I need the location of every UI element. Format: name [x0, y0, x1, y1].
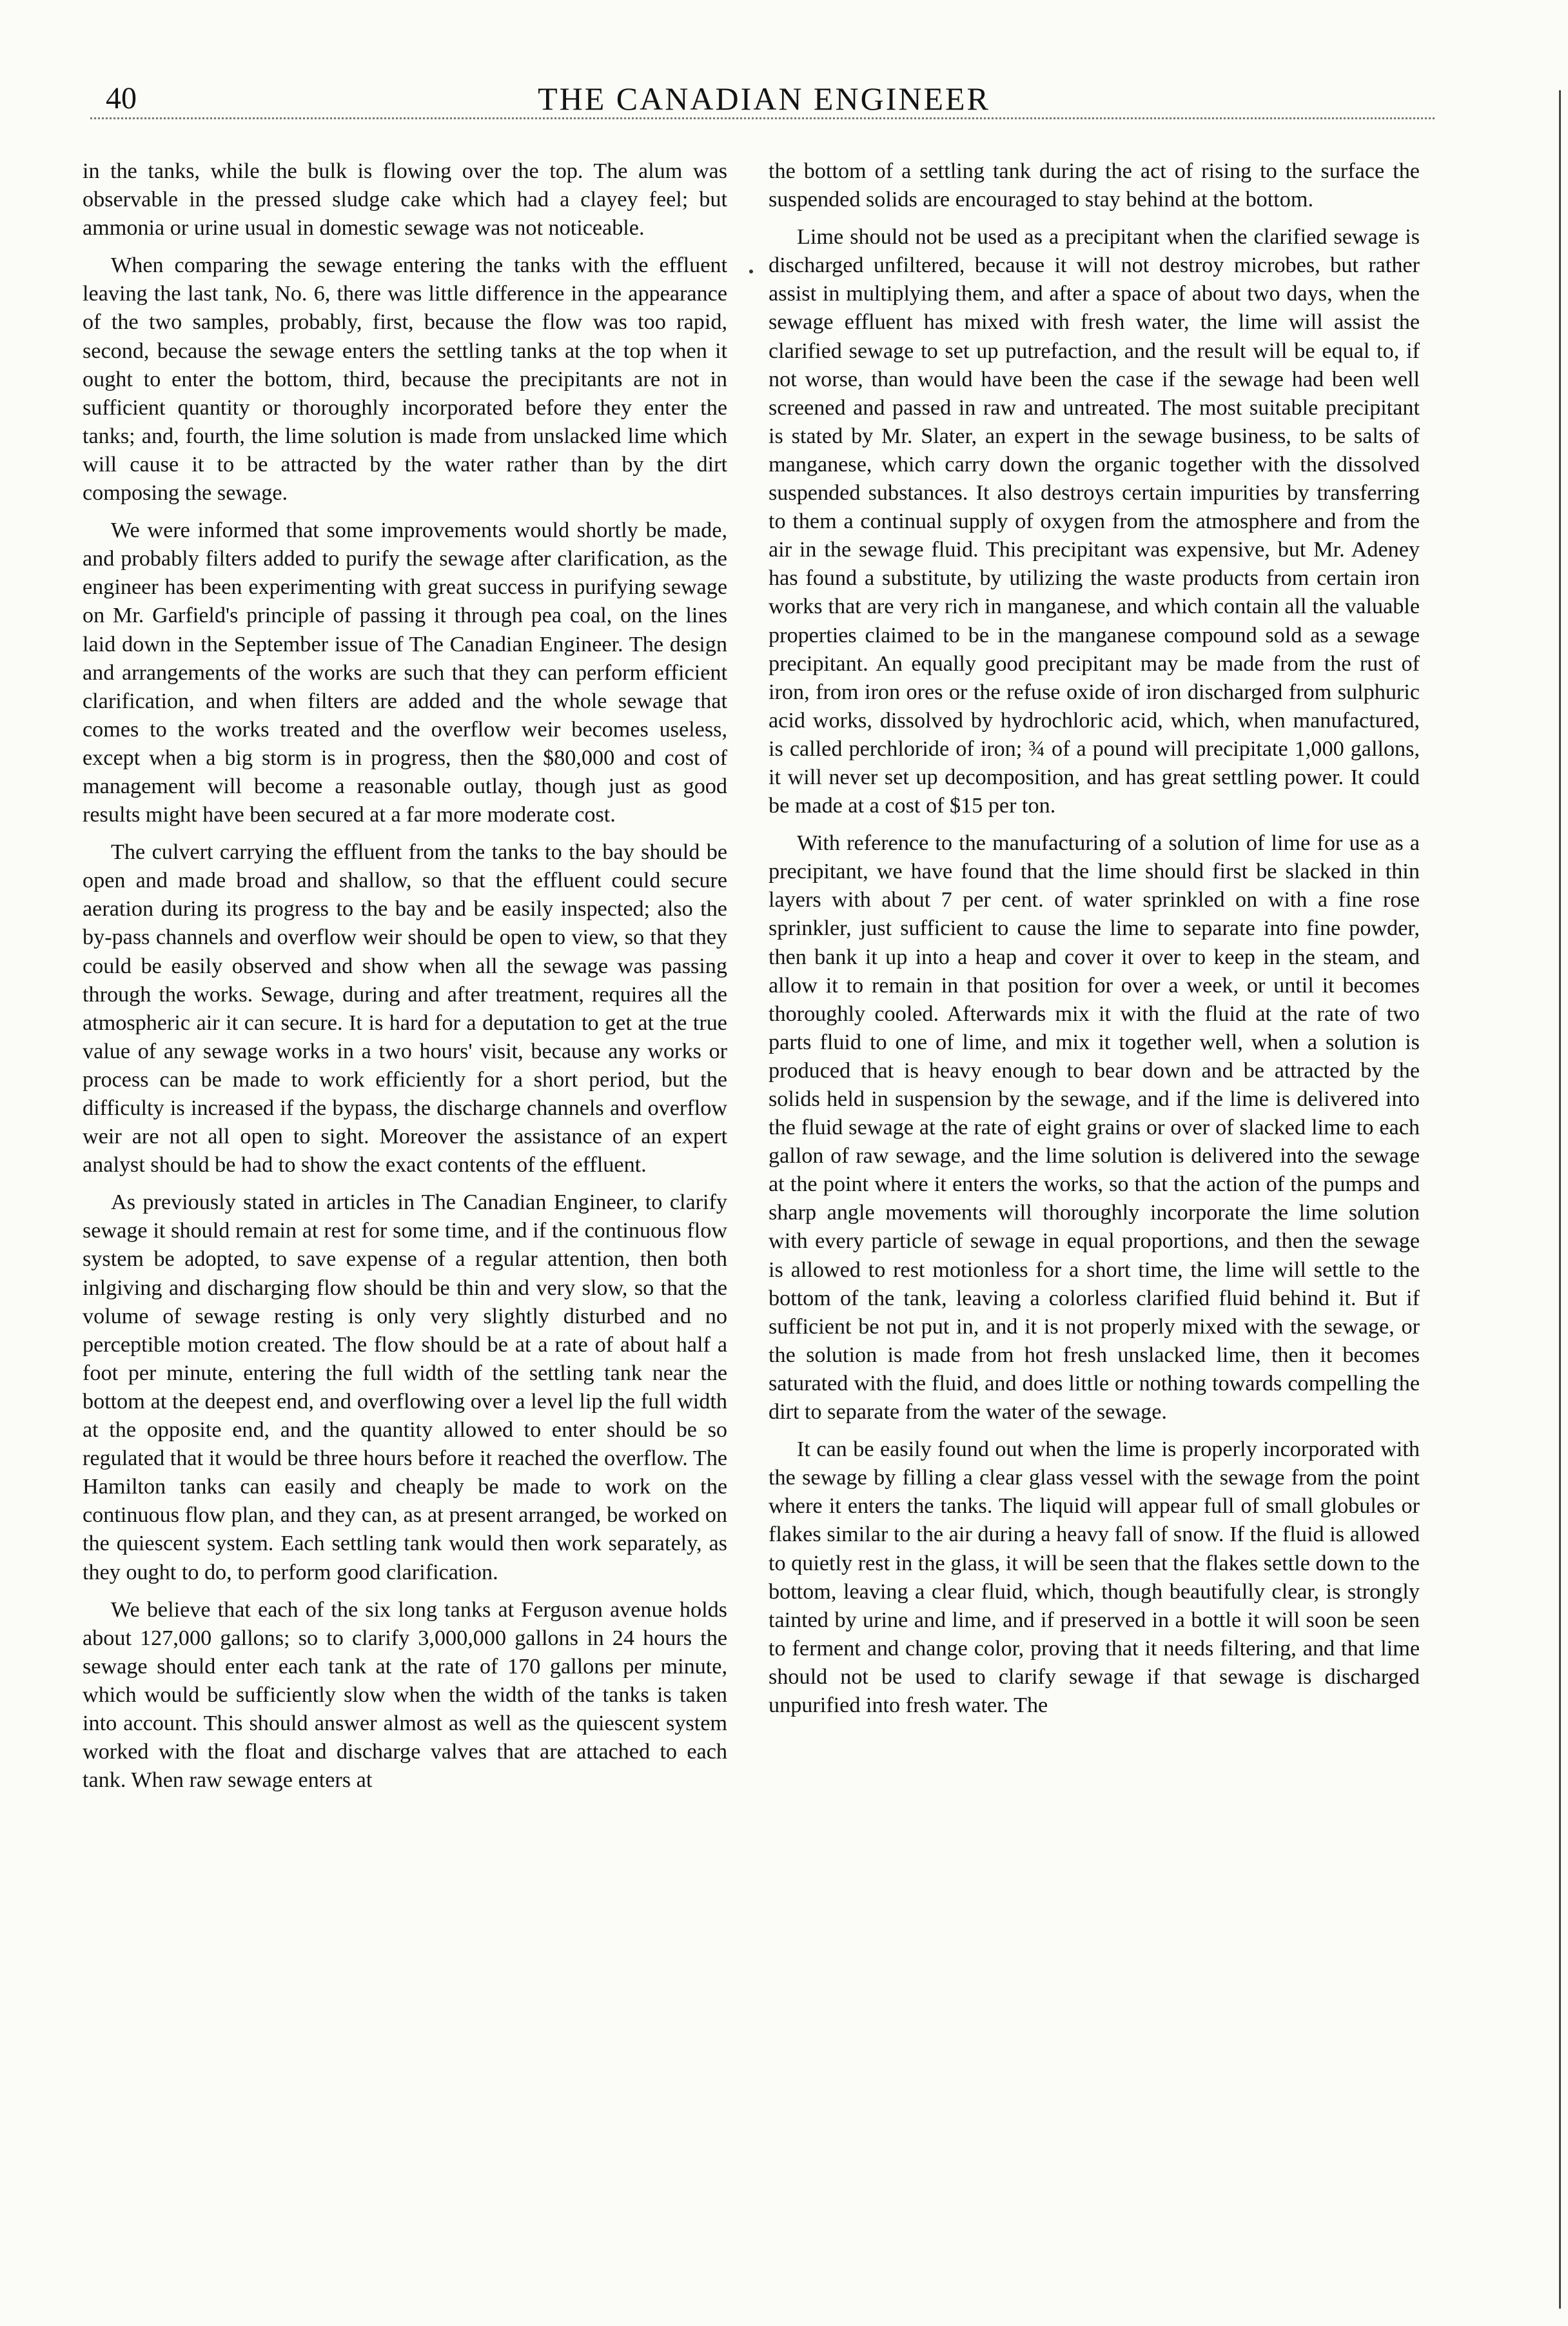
header-rule: [90, 117, 1435, 119]
left-column: [83, 157, 727, 1804]
paragraph: As previously stated in articles in The Canadian Engineer, to clarify sewage it should remain at rest for some time, and if the continuous flow system be adopted, to save expense of a regular attention, then both inlgiving and discharging flow should be thin and very slow, so that the volume of sewage resting is only very slightly disturbed and no perceptible motion created. The flow should be at a rate of about half a foot per minute, entering the full width of the settling tank near the bottom at the deepest end, and overflowing over a level lip the full width at the opposite end, and the quantity allowed to enter should be so regulated that it would be three hours before it reached the overflow. The Hamilton tanks can easily and cheaply be made to work on the continuous flow plan, and they can, as at present arranged, be worked on the quiescent system. Each settling tank would then work separately, as they ought to do, to perform good clarification.: [83, 1190, 727, 1584]
paragraph: When comparing the sewage entering the tanks with the effluent leaving the last tank, No. 6, there was little difference in the appearance of the two samples, probably, first, because the flow was too rapid, second, because the sewage enters the settling tanks at the top when it ought to enter the bottom, third, because the precipitants are not in sufficient quantity or thoroughly incorporated before they enter the tanks; and, fourth, the lime solution is made from unslacked lime which will cause it to be attracted by the water rather than by the dirt composing the sewage.: [83, 253, 727, 506]
right-column: [769, 157, 1420, 1729]
paragraph: the bottom of a settling tank during the act of rising to the surface the suspended solids are encouraged to stay behind at the bottom.: [769, 159, 1420, 212]
paragraph: The culvert carrying the effluent from the tanks to the bay should be open and made broad and shallow, so that the effluent could secure aeration during its progress to the bay and be easily inspected; also the by-pass channels and overflow weir should be open to view, so that they could be easily observed and show when all the sewage was passing through the works. Sewage, during and after treatment, requires all the atmospheric air it can secure. It is hard for a deputation to get at the true value of any sewage works in a two hours' visit, because any works or process can be made to work efficiently for a short period, but the difficulty is increased if the bypass, the discharge channels and overflow weir are not all open to sight. Moreover the assistance of an expert analyst should be had to show the exact contents of the effluent.: [83, 840, 727, 1178]
page-header: [90, 76, 1438, 128]
paragraph: We believe that each of the six long tanks at Ferguson avenue holds about 127,000 gallons; so to clarify 3,000,000 gallons in 24 hours the sewage should enter each tank at the rate of 170 gallons per minute, which would be sufficiently slow when the width of the tanks is taken into account. This should answer almost as well as the quiescent system worked with the float and discharge valves that are attached to each tank. When raw sewage enters at: [83, 1597, 727, 1793]
page-edge-line: [1559, 90, 1561, 2309]
page-number: 40: [106, 81, 137, 115]
running-title: THE CANADIAN ENGINEER: [538, 81, 990, 117]
paragraph: With reference to the manufacturing of a solution of lime for use as a precipitant, we have found that the lime should first be slacked in thin layers with about 7 per cent. of water sprinkled on with a fine rose sprinkler, just sufficient to cause the lime to separate into fine powder, then bank it up into a heap and cover it over to keep in the steam, and allow it to remain in that position for over a week, or until it becomes thoroughly cooled. Afterwards mix it with the fluid at the rate of two parts fluid to one of lime, and mix it together well, when a solution is produced that is heavy enough to bear down and be attracted by the solids held in suspension by the sewage, and if the lime is delivered into the fluid sewage at the rate of eight grains or over of slacked lime to each gallon of raw sewage, and the lime solution is delivered into the sewage at the point where it enters the works, so that the action of the pumps and sharp angle movements will thoroughly incorporate the lime solution with every particle of sewage in equal proportions, and then the sewage is allowed to rest motionless for a short time, the lime will settle to the bottom of the tank, leaving a colorless clarified fluid behind it. But if sufficient be not put in, and it is not properly mixed with the sewage, or the solution is made from hot fresh unslacked lime, then it becomes saturated with the fluid, and does little or nothing towards compelling the dirt to separate from the water of the sewage.: [769, 831, 1420, 1424]
paragraph: We were informed that some improvements would shortly be made, and probably filters added to purify the sewage after clarification, as the engineer has been experimenting with great success in purifying sewage on Mr. Garfield's principle of passing it through pea coal, on the lines laid down in the September issue of The Canadian Engineer. The design and arrangements of the works are such that they can perform efficient clarification, and when filters are added and the whole sewage that comes to the works treated and the overflow weir becomes useless, except when a big storm is in progress, then the $80,000 and cost of management will become a reasonable outlay, though just as good results might have been secured at a far more moderate cost.: [83, 518, 727, 827]
paragraph: Lime should not be used as a precipitant when the clarified sewage is discharged unfiltered, because it will not destroy microbes, but rather assist in multiplying them, and after a space of about two days, when the sewage effluent has mixed with fresh water, the lime will assist the clarified sewage to set up putrefaction, and the result will be equal to, if not worse, than would have been the case if the sewage had been well screened and passed in raw and untreated. The most suitable precipitant is stated by Mr. Slater, an expert in the sewage business, to be salts of manganese, which carry down the organic together with the dissolved suspended substances. It also destroys certain impurities by transferring to them a continual supply of oxygen from the atmosphere and from the air in the sewage fluid. This precipitant was expensive, but Mr. Adeney has found a substitute, by utilizing the waste products from certain iron works that are very rich in manganese, and which contain all the valuable properties claimed to be in the manganese compound sold as a sewage precipitant. An equally good precipitant may be made from the rust of iron, from iron ores or the refuse oxide of iron discharged from sulphuric acid works, dissolved by hydrochloric acid, which, when manufactured, is called perchloride of iron; ¾ of a pound will precipitate 1,000 gallons, it will never set up decomposition, and has great settling power. It could be made at a cost of $15 per ton.: [769, 225, 1420, 818]
margin-dot: [749, 270, 753, 273]
paragraph: It can be easily found out when the lime is properly incorporated with the sewage by filling a clear glass vessel with the sewage from the point where it enters the tanks. The liquid will appear full of small globules or flakes similar to the air during a heavy fall of snow. If the fluid is allowed to quietly rest in the glass, it will be seen that the flakes settle down to the bottom, leaving a clear fluid, which, though beautifully clear, is strongly tainted by urine and lime, and if preserved in a bottle it will soon be seen to ferment and change color, proving that it needs filtering, and that lime should not be used to clarify sewage if that sewage is discharged unpurified into fresh water. The: [769, 1437, 1420, 1717]
paragraph: in the tanks, while the bulk is flowing over the top. The alum was observable in the pressed sludge cake which had a clayey feel; but ammonia or urine usual in domestic sewage was not noticeable.: [83, 159, 727, 241]
